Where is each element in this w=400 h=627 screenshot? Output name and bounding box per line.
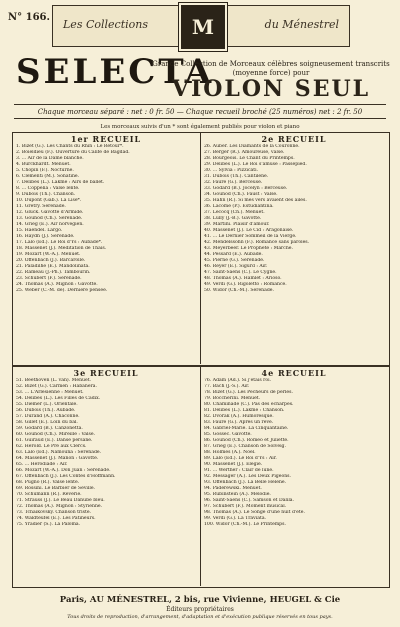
list-item: 61. Guiraud (E.). Danse persane.	[16, 438, 93, 443]
recueil-list	[204, 144, 384, 294]
list-item: 68. Pugno (R.). Valse lente.	[16, 480, 80, 485]
list-item: 19. Mozart (W.-A.). Menuet.	[16, 252, 81, 257]
list-item: 64. Massenet (J.). Manon : Gavotte.	[16, 456, 99, 461]
list-item: 2. Boieldieu (F.). Ouverture du Calife de Bagdad.	[16, 150, 130, 155]
list-item: 95. Rubinstein (A.). Mélodie.	[204, 492, 271, 497]
list-item: 14. Grieg (E.). Air norvégien.	[16, 222, 84, 227]
list-item: 4. Burckhardt. Menuet.	[16, 162, 71, 167]
list-item: 50. Widor (Ch.-M.). Sérénade.	[204, 288, 274, 293]
column-divider	[200, 366, 201, 586]
collection-banner	[52, 5, 350, 47]
recueil-list	[16, 144, 196, 294]
list-item: 75. Yradier (S.). La Paloma.	[16, 522, 81, 527]
list-item: 89. Lalo (Éd.). Le Roi d'Ys : Air.	[204, 456, 277, 461]
note-line: Les morceaux suivis d'un * sont également publiés pour violon et piano	[100, 124, 300, 130]
publisher-sub: Éditeurs propriétaires	[166, 606, 234, 613]
list-item: 77. Bach (J.-S.). Air.	[204, 384, 250, 389]
list-item: 78. Bizet (G.). Les Pêcheurs de perles.	[204, 390, 293, 395]
list-item: 87. Grieg (E.). Chanson de Solveig.	[204, 444, 286, 449]
list-item: 17. Lalo (Éd.). Le Roi d'Ys : Aubade*.	[16, 240, 103, 245]
recueil-title: 4e RECUEIL	[261, 368, 327, 378]
list-item: 65. ... Hérodiade : Air.	[16, 462, 68, 467]
list-item: 94. Paderewski. Menuet.	[204, 486, 262, 491]
column-divider	[200, 132, 201, 364]
list-item: 20. Offenbach (J.). Barcarolle.	[16, 258, 86, 263]
list-item: 90. Massenet (J.). Élégie.	[204, 462, 263, 467]
list-item: 24. Thomas (A.). Mignon : Gavotte.	[16, 282, 98, 287]
list-item: 40. Massenet (J.). Le Cid : Aragonaise.	[204, 228, 294, 233]
recueil-4	[204, 370, 384, 528]
list-item: 18. Massenet (J.). Méditation de Thaïs.	[16, 246, 107, 251]
list-item: 27. Berger (R.). Amoureuse, valse.	[204, 150, 285, 155]
list-item: 81. Delibes (L.). Lakmé : Chanson.	[204, 408, 285, 413]
list-item: 25. Weber (C.-M. de). Dernière pensée.	[16, 288, 108, 293]
list-item: 10. Dupont (Gab.). La Lise*.	[16, 198, 82, 203]
list-item: 16. Haydn (J.). Sérénade.	[16, 234, 75, 239]
list-item: 93. Offenbach (J.). La Belle Hélène.	[204, 480, 287, 485]
list-item: 11. Grétry. Sérénade.	[16, 204, 66, 209]
recueil-title: 3e RECUEIL	[73, 368, 139, 378]
list-item: 71. Strauss (J.). Le Beau Danube bleu.	[16, 498, 105, 503]
list-item: 57. Durand (A.). Chaconne.	[16, 414, 80, 419]
list-item: 67. Offenbach (J.). Les Contes d'Hoffmann.	[16, 474, 116, 479]
list-item: 53. ... L'Arlésienne : Menuet.	[16, 390, 84, 395]
list-item: 1. Bizet (G.). Les Chants du Rhin : Le Retour*.	[16, 144, 124, 149]
list-item: 86. Gounod (Ch.). Roméo et Juliette.	[204, 438, 289, 443]
divider	[14, 118, 386, 119]
list-item: 5. Chopin (F.). Nocturne.	[16, 168, 74, 173]
monogram-logo: M	[179, 3, 227, 51]
list-item: 63. Lalo (Éd.). Namouna : Sérénade.	[16, 450, 102, 455]
divider	[14, 104, 386, 105]
list-item: 96. Saint-Saëns (C.). Samson et Dalila.	[204, 498, 295, 503]
rights-line: Tous droits de reproduction, d'arrangement, d'adaptation et d'exécution publique réservés en tous pays.	[67, 614, 333, 620]
list-item: 69. Rossini. Le Barbier de Séville.	[16, 486, 96, 491]
recueil-list	[16, 378, 196, 528]
banner-left-text: Les Collections	[63, 18, 148, 31]
banner-right-text: du Ménestrel	[264, 18, 339, 31]
list-item: 33. Godard (B.). Jocelyn : Berceuse.	[204, 186, 288, 191]
list-item: 76. Adam (Ad.). Si j'étais roi.	[204, 378, 272, 383]
list-item: 43. Meyerbeer. Le Prophète : Marche.	[204, 246, 293, 251]
list-item: 51. Beethoven (L. van). Menuet.	[16, 378, 92, 383]
instrument-title: VIOLON SEUL	[171, 76, 371, 102]
publisher-line: Paris, AU MÉNESTREL, 2 bis, rue Vivienne, HEUGEL & Cie	[59, 595, 341, 605]
list-item: 85. Gossec. Gavotte.	[204, 432, 252, 437]
list-item: 97. Schubert (F.). Moment musical.	[204, 504, 287, 509]
list-item: 55. Diémer (L.). Orientale.	[16, 402, 78, 407]
list-item: 62. Hérold. Le Pré aux Clercs.	[16, 444, 87, 449]
list-item: 39. Martini. Plaisir d'amour.	[204, 222, 270, 227]
list-item: 7. Delibes (L.). Lakmé : Airs de ballet.	[16, 180, 105, 185]
list-item: 22. Rameau (J.-Ph.). Tambourin.	[16, 270, 91, 275]
recueil-1	[16, 136, 196, 294]
list-item: 83. Fauré (G.). Après un rêve.	[204, 420, 274, 425]
list-item: 72. Thomas (A.). Mignon : Styrienne.	[16, 504, 103, 509]
list-item: 30. ... Sylvia : Pizzicati.	[204, 168, 259, 173]
list-item: 45. Pierné (G.). Sérénade.	[204, 258, 265, 263]
list-item: 32. Fauré (G.). Berceuse.	[204, 180, 263, 185]
list-item: 47. Saint-Saëns (C.). Le Cygne.	[204, 270, 277, 275]
list-item: 42. Mendelssohn (F.). Romance sans paroles.	[204, 240, 310, 245]
list-item: 9. Dubois (Th.). Chanson.	[16, 192, 76, 197]
list-item: 88. Holmès (A.). Noël.	[204, 450, 256, 455]
list-item: 99. Verdi (G.). La Traviata.	[204, 516, 267, 521]
list-item: 6. Clementi (M.). Sonatine.	[16, 174, 80, 179]
list-item: 29. Delibes (L.). Le Roi s'amuse : Passepied.	[204, 162, 307, 167]
list-item: 38. Lully (J.-B.). Gavotte.	[204, 216, 262, 221]
title: SELECTA	[16, 52, 215, 92]
list-item: 23. Schubert (F.). Sérénade.	[16, 276, 82, 281]
list-item: 54. Delibes (L.). Les Filles de Cadix.	[16, 396, 101, 401]
list-item: 82. Dvořák (A.). Humoresque.	[204, 414, 274, 419]
list-item: 79. Boccherini. Menuet.	[204, 396, 261, 401]
list-item: 56. Dubois (Th.). Aubade.	[16, 408, 76, 413]
list-item: 84. Gabriel-Marie. La Cinquantaine.	[204, 426, 289, 431]
list-item: 31. Dubois (Th.). Cantilène.	[204, 174, 269, 179]
list-item: 49. Verdi (G.). Rigoletto : Romance.	[204, 282, 287, 287]
catalog-number: N° 166.	[8, 12, 50, 23]
list-item: 28. Bourgeois. Le Chant du Printemps.	[204, 156, 295, 161]
list-item: 92. Messager (A.). Les Deux Pigeons.	[204, 474, 291, 479]
list-item: 15. Haendel. Largo.	[16, 228, 63, 233]
list-item: 8. ... Coppélia : Valse lente.	[16, 186, 80, 191]
list-item: 35. Hahn (R.). Si mes vers avaient des ailes.	[204, 198, 307, 203]
list-item: 46. Reyer (E.). Sigurd : Air.	[204, 264, 268, 269]
recueil-3	[16, 370, 196, 528]
list-item: 12. Gluck. Gavotte d'Armide.	[16, 210, 84, 215]
recueil-2	[204, 136, 384, 294]
list-item: 13. Gounod (Ch.). Sérénade.	[16, 216, 83, 221]
list-item: 73. Tchaïkovsky. Chanson triste.	[16, 510, 92, 515]
list-item: 21. Paladilhe (É.). Mandolinata.	[16, 264, 90, 269]
list-item: 41. ... Le Dernier Sommeil de la Vierge.	[204, 234, 297, 239]
recueil-list	[204, 378, 384, 528]
price-line: Chaque morceau séparé : net : 0 fr. 50 — Chaque recueil broché (25 numéros) net : 2 fr. 50	[37, 108, 363, 116]
list-item: 44. Pessard (É.). Aubade.	[204, 252, 263, 257]
list-item: 60. Gounod (Ch.). Mireille : Valse.	[16, 432, 96, 437]
list-item: 36. Lacome (P.). Estudiantina.	[204, 204, 274, 209]
collection-description: Grande Collection de Morceaux célèbres soigneusement transcrits (moyenne force) pour	[152, 60, 390, 77]
list-item: 3. ... Air de la Dame blanche.	[16, 156, 84, 161]
list-item: 48. Thomas (A.). Hamlet : Arioso.	[204, 276, 282, 281]
list-item: 34. Gounod (Ch.). Faust : Valse.	[204, 192, 278, 197]
list-item: 70. Schumann (R.). Rêverie.	[16, 492, 82, 497]
recueil-title: 2e RECUEIL	[261, 134, 327, 144]
list-item: 91. ... Werther : Clair de lune.	[204, 468, 274, 473]
list-item: 80. Chaminade (C.). Pas des écharpes.	[204, 402, 294, 407]
recueil-title: 1er RECUEIL	[70, 134, 142, 144]
list-item: 59. Godard (B.). Canzonetta.	[16, 426, 83, 431]
list-item: 52. Bizet (G.). Carmen : Habanera.	[16, 384, 97, 389]
list-item: 26. Auber. Les Diamants de la Couronne.	[204, 144, 300, 149]
list-item: 74. Waldteufel (É.). Les Patineurs.	[16, 516, 96, 521]
list-item: 100. Widor (Ch.-M.). Le Printemps.	[204, 522, 286, 527]
list-item: 37. Lecocq (Ch.). Menuet.	[204, 210, 265, 215]
list-item: 98. Thomas (A.). Le Songe d'une nuit d'été.	[204, 510, 305, 515]
list-item: 58. Gillet (E.). Loin du bal.	[16, 420, 78, 425]
list-item: 66. Mozart (W.-A.). Don Juan : Sérénade.	[16, 468, 111, 473]
